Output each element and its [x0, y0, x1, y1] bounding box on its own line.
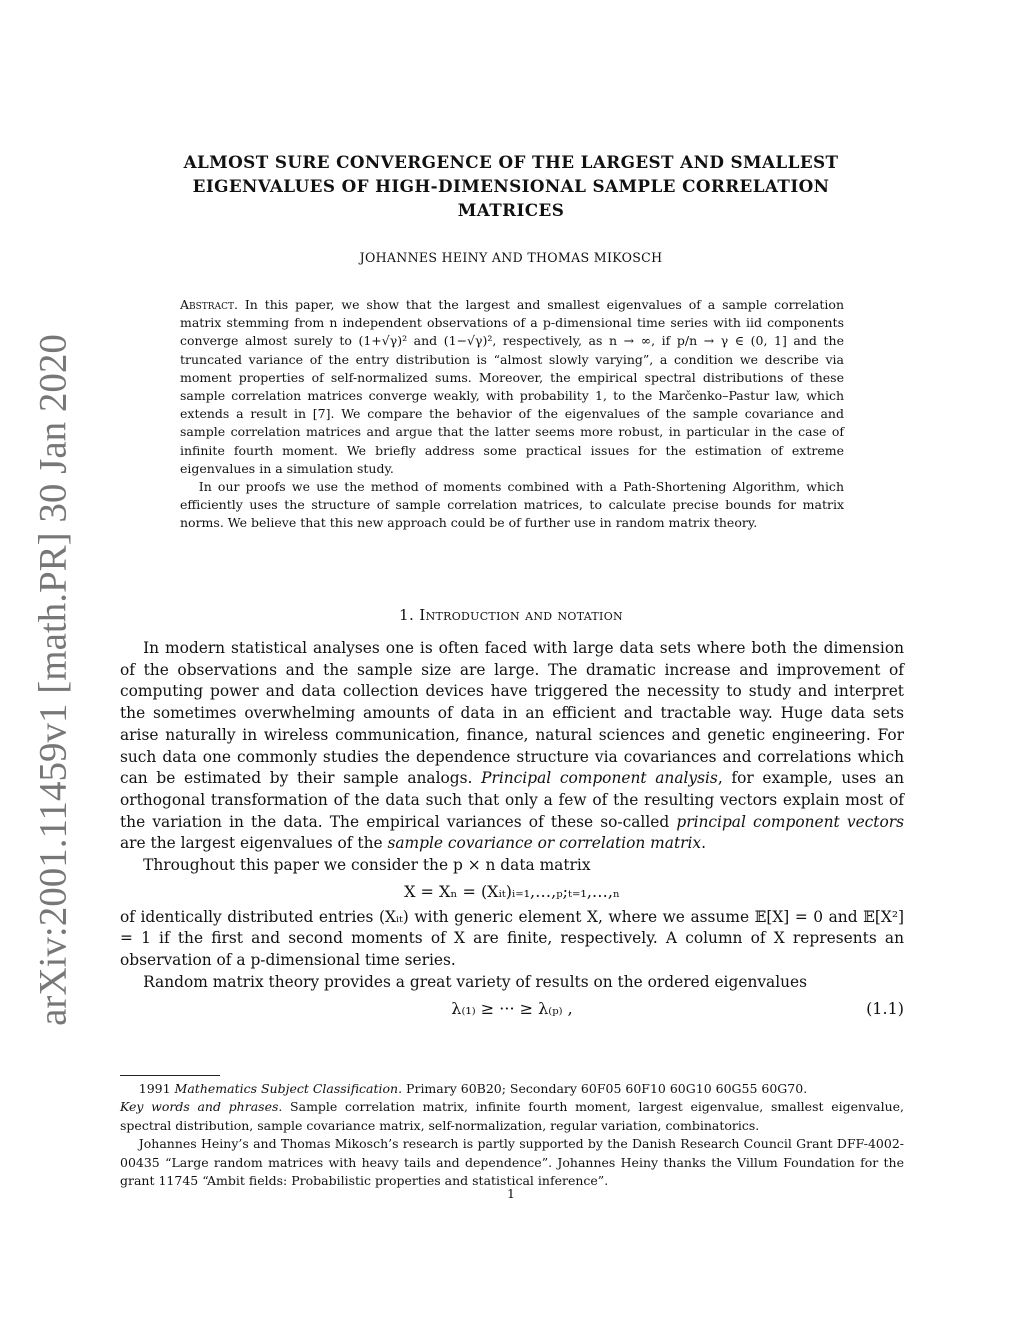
emphasis: Principal component analysis: [481, 769, 718, 788]
equation-data-matrix: [120, 877, 904, 907]
title-line: ALMOST SURE CONVERGENCE OF THE LARGEST AND SMALLEST: [183, 152, 839, 172]
arxiv-stamp: [28, 334, 78, 1026]
footnote-funding: Johannes Heiny’s and Thomas Mikosch’s research is partly supported by the Danish Research Council Grant DFF-4002-00435 “Large random matrices with heavy tails and dependence”. Johannes Heiny thanks the Villum Foundation for the grant 11745 “Ambit fields: Probabilistic properties and statistical inference”.: [120, 1136, 904, 1189]
abstract-paragraph: In our proofs we use the method of moments combined with a Path-Shortening Algorithm, which efficiently uses the structure of sample correlation matrices, to calculate precise bounds for matrix norms. We believe that this new approach could be of further use in random matrix theory.: [180, 479, 844, 531]
equation-ordered-eigenvalues: [120, 994, 904, 1024]
emphasis: principal component vectors: [676, 812, 905, 831]
author-list: JOHANNES HEINY AND THOMAS MIKOSCH: [359, 250, 663, 265]
intro-paragraph: [120, 638, 904, 855]
abstract-label: Abstract.: [180, 297, 238, 312]
abstract-paragraph: [180, 296, 844, 478]
footnote-msc: [120, 1080, 904, 1098]
intro-paragraph: Random matrix theory provides a great variety of results on the ordered eigenvalues: [143, 972, 808, 991]
text-run: .: [701, 834, 706, 853]
footnote-keywords: [120, 1098, 904, 1135]
emphasis: sample covariance or correlation matrix: [387, 834, 702, 853]
paper-title: [118, 150, 904, 222]
text-run: In modern statistical analyses one is often faced with large data sets where both the dimension of the observations and the sample size are large. The dramatic increase and improvement of computing power and data collection devices have triggered the necessity to study and interpret the sometimes overwhelming amounts of data in an efficient and tractable way. Huge data sets arise naturally in wireless communication, finance, natural sciences and genetic engineering. For such data one commonly studies the dependence structure via covariances and correlations which can be estimated by their sample analogs.: [120, 639, 904, 788]
emphasis: Key words and phrases.: [120, 1099, 283, 1115]
emphasis: Mathematics Subject Classification.: [174, 1081, 403, 1096]
text-run: 1991: [138, 1081, 175, 1096]
text-run: are the largest eigenvalues of the: [120, 834, 388, 853]
abstract: [180, 296, 844, 533]
title-line: EIGENVALUES OF HIGH-DIMENSIONAL SAMPLE CORRELATION: [192, 176, 830, 196]
intro-paragraph: of identically distributed entries (Xᵢₜ) with generic element X, where we assume 𝔼[X] = 0 and 𝔼[X²] = 1 if the first and second moments of X are finite, respectively. A column of X represents an observation of a p-dimensional time series.: [120, 907, 904, 970]
section-heading: 1. Introduction and notation: [399, 606, 623, 624]
text-run: Primary 60B20; Secondary 60F05 60F10 60G10 60G55 60G70.: [402, 1081, 808, 1096]
abstract-text: In this paper, we show that the largest and smallest eigenvalues of a sample correlation matrix stemming from n independent observations of a p-dimensional time series with iid components converge almost surely to (1+√γ)² and (1−√γ)², respectively, as n → ∞, if p/n → γ ∈ (0, 1] and the truncated variance of the entry distribution is “almost slowly varying”, a condition we describe via moment properties of self-normalized sums. Moreover, the empirical spectral distributions of these sample correlation matrices converge weakly, with probability 1, to the Marčenko–Pastur law, which extends a result in [7]. We compare the behavior of the eigenvalues of the sample covariance and sample correlation matrices and argue that the latter seems more robust, in particular in the case of infinite fourth moment. We briefly address some practical issues for the estimation of extreme eigenvalues in a simulation study.: [180, 297, 844, 476]
text-run: Sample correlation matrix, infinite fourth moment, largest eigenvalue, smallest eigenvalue, spectral distribution, sample covariance matrix, self-normalization, regular variation, combinatorics.: [120, 1099, 904, 1133]
footnotes: [120, 1075, 904, 1190]
text-run: , for example, uses an orthogonal transformation of the data such that only a few of the resulting vectors explain most of the variation in the data. The empirical variances of these so-called: [120, 769, 905, 831]
title-line: MATRICES: [457, 200, 565, 220]
page-number: 1: [507, 1186, 515, 1201]
equation-text: X = Xₙ = (Xᵢₜ)ᵢ₌₁,…,ₚ;ₜ₌₁,…,ₙ: [404, 881, 620, 901]
intro-body: [120, 638, 904, 1024]
arxiv-identifier: arXiv:2001.11459v1 [math.PR] 30 Jan 2020: [31, 334, 75, 1026]
equation-text: λ₍₁₎ ≥ ··· ≥ λ₍ₚ₎ ,: [451, 998, 573, 1018]
footnote-rule: [120, 1075, 220, 1076]
intro-paragraph: Throughout this paper we consider the p × n data matrix: [143, 856, 591, 875]
equation-number: (1.1): [866, 998, 904, 1018]
